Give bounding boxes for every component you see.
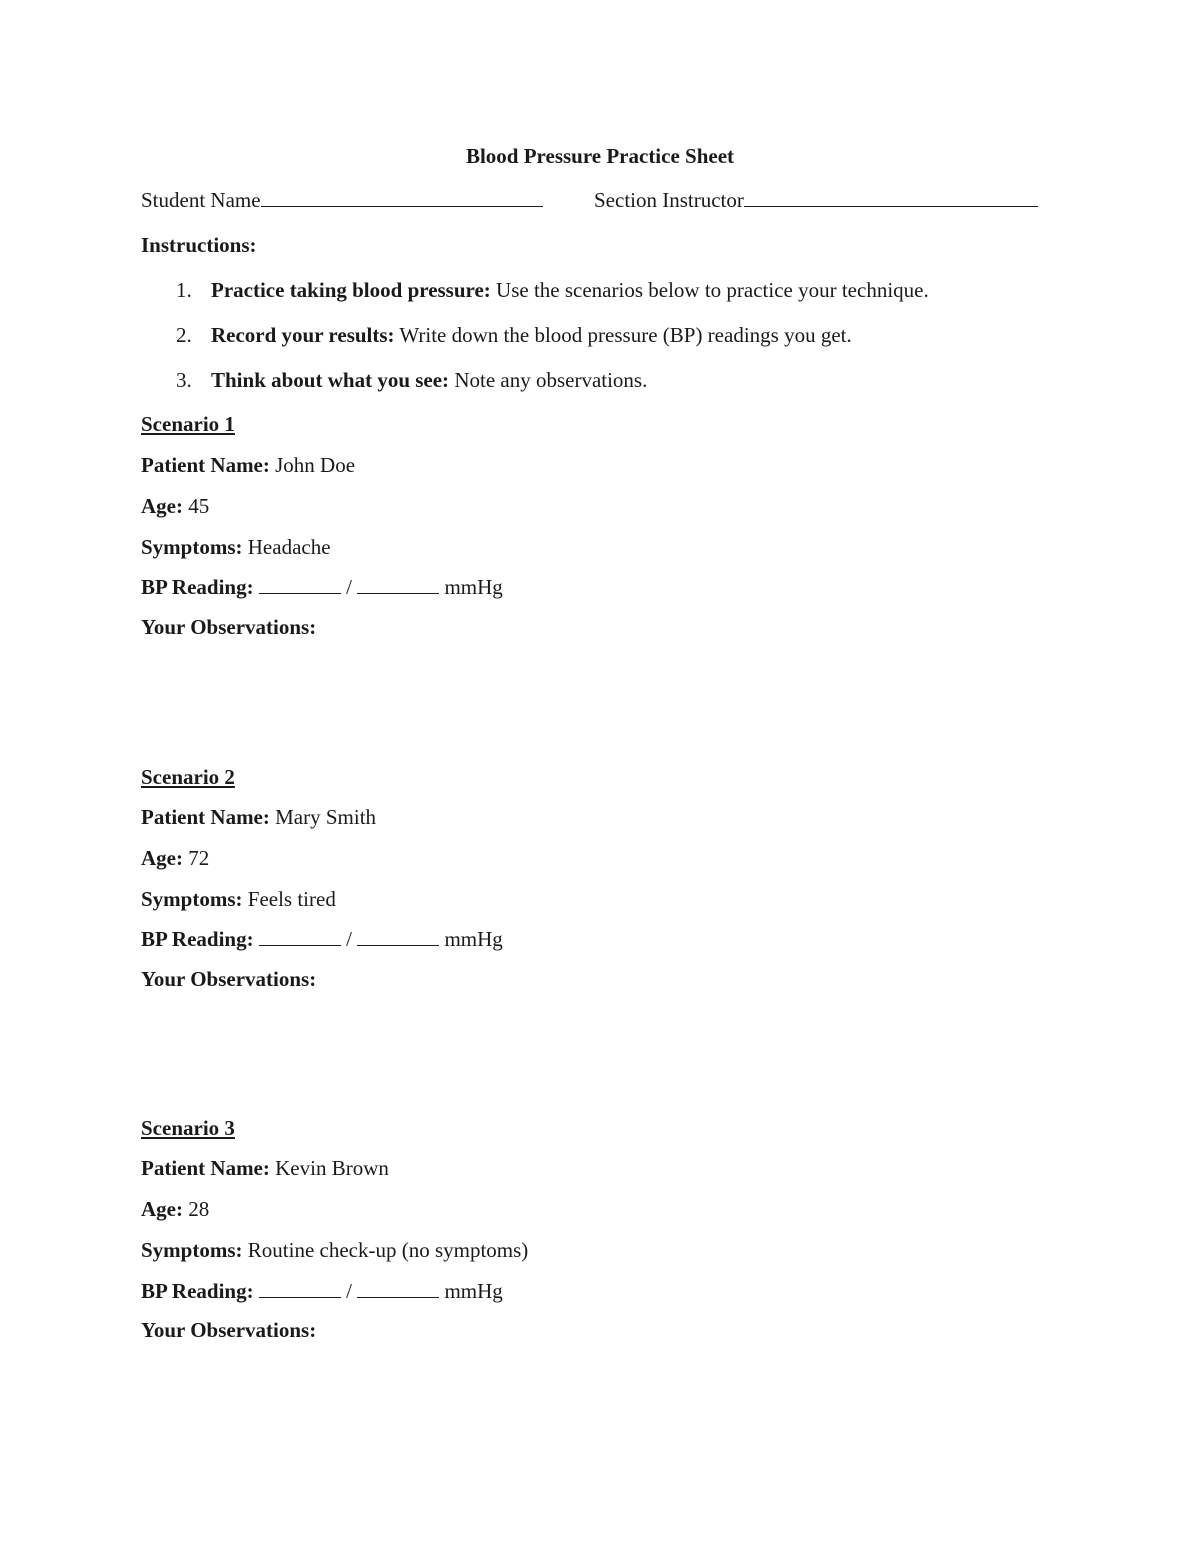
bp-reading-row	[141, 926, 503, 952]
bp-separator: /	[346, 927, 352, 951]
systolic-blank[interactable]	[259, 927, 341, 946]
symptoms-label: Symptoms:	[141, 1238, 243, 1262]
student-name-field	[141, 187, 543, 213]
instruction-bold: Record your results:	[211, 323, 395, 347]
patient-name-label: Patient Name:	[141, 453, 270, 477]
symptoms-value: Feels tired	[247, 887, 336, 911]
instruction-number: 3.	[176, 368, 192, 392]
scenario-heading: Scenario 1	[141, 412, 235, 436]
age-value: 45	[188, 494, 210, 518]
age-row	[141, 1196, 209, 1222]
instruction-number: 2.	[176, 323, 192, 347]
patient-name-value: Kevin Brown	[275, 1156, 389, 1180]
age-value: 72	[188, 846, 210, 870]
section-instructor-label: Section Instructor	[594, 188, 744, 212]
symptoms-value: Headache	[247, 535, 331, 559]
instruction-text: Note any observations.	[449, 368, 648, 392]
instruction-item	[211, 322, 852, 348]
systolic-blank[interactable]	[259, 1279, 341, 1298]
patient-name-row	[141, 1155, 389, 1181]
bp-reading-row	[141, 574, 503, 600]
symptoms-row	[141, 886, 336, 912]
symptoms-row	[141, 1237, 528, 1263]
age-row	[141, 845, 209, 871]
diastolic-blank[interactable]	[357, 575, 439, 594]
age-value: 28	[188, 1197, 210, 1221]
patient-name-value: Mary Smith	[275, 805, 377, 829]
bp-unit: mmHg	[444, 1279, 503, 1303]
bp-separator: /	[346, 575, 352, 599]
symptoms-value: Routine check-up (no symptoms)	[247, 1238, 529, 1262]
scenario-heading: Scenario 2	[141, 765, 235, 789]
section-instructor-blank[interactable]	[744, 188, 1038, 207]
bp-reading-row	[141, 1278, 503, 1304]
age-label: Age:	[141, 1197, 183, 1221]
bp-reading-label: BP Reading:	[141, 1279, 254, 1303]
bp-reading-label: BP Reading:	[141, 575, 254, 599]
patient-name-value: John Doe	[275, 453, 356, 477]
observations-label: Your Observations:	[141, 615, 317, 639]
observations-label: Your Observations:	[141, 1318, 317, 1342]
systolic-blank[interactable]	[259, 575, 341, 594]
instructions-heading: Instructions:	[141, 233, 257, 257]
instruction-text: Use the scenarios below to practice your technique.	[490, 278, 929, 302]
bp-unit: mmHg	[444, 575, 503, 599]
age-label: Age:	[141, 494, 183, 518]
section-instructor-field	[594, 187, 1038, 213]
patient-name-row	[141, 452, 355, 478]
instruction-number: 1.	[176, 278, 192, 302]
instruction-text: Write down the blood pressure (BP) readings you get.	[394, 323, 852, 347]
student-name-label: Student Name	[141, 188, 261, 212]
bp-separator: /	[346, 1279, 352, 1303]
diastolic-blank[interactable]	[357, 1279, 439, 1298]
diastolic-blank[interactable]	[357, 927, 439, 946]
patient-name-row	[141, 804, 376, 830]
symptoms-label: Symptoms:	[141, 887, 243, 911]
bp-reading-label: BP Reading:	[141, 927, 254, 951]
patient-name-label: Patient Name:	[141, 1156, 270, 1180]
student-name-blank[interactable]	[261, 188, 543, 207]
age-row	[141, 493, 209, 519]
bp-unit: mmHg	[444, 927, 503, 951]
patient-name-label: Patient Name:	[141, 805, 270, 829]
instruction-bold: Think about what you see:	[211, 368, 450, 392]
observations-label: Your Observations:	[141, 967, 317, 991]
symptoms-row	[141, 534, 331, 560]
scenario-heading: Scenario 3	[141, 1116, 235, 1140]
symptoms-label: Symptoms:	[141, 535, 243, 559]
age-label: Age:	[141, 846, 183, 870]
instruction-item	[211, 367, 647, 393]
instruction-item	[211, 277, 929, 303]
instruction-bold: Practice taking blood pressure:	[211, 278, 491, 302]
page-title: Blood Pressure Practice Sheet	[465, 144, 735, 168]
